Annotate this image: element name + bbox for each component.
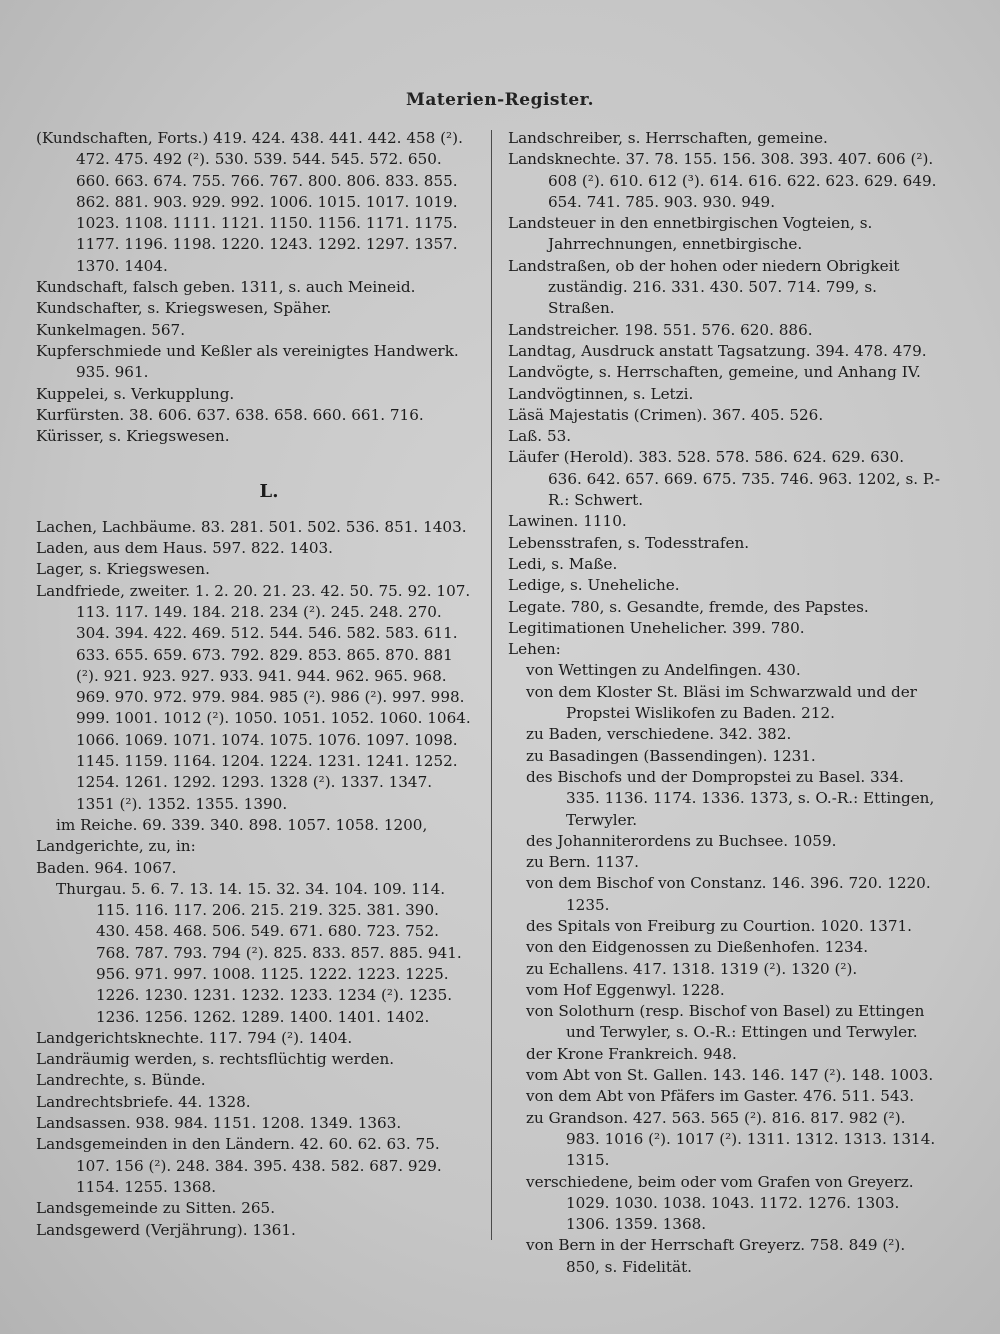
index-subentry: von dem Abt von Pfäfers im Gaster. 476. 511. 543. (526, 1087, 915, 1106)
index-entry: Landräumig werden, s. rechtsflüchtig werden. (36, 1050, 395, 1069)
index-entry: Landsgemeinde zu Sitten. 265. (36, 1199, 276, 1218)
index-entry: Legitimationen Unehelicher. 399. 780. (508, 618, 805, 637)
index-subentry: Baden. 964. 1067. (36, 858, 177, 877)
index-subentry: von dem Bischof von Constanz. 146. 396. 720. 1220. 1235. (526, 874, 931, 914)
right-column (508, 128, 940, 1278)
index-entry: Landstraßen, ob der hohen oder niedern Obrigkeit zuständig. 216. 331. 430. 507. 714. 799, s. Straßen. (508, 256, 900, 318)
index-subentry: zu Basadingen (Bassendingen). 1231. (526, 746, 816, 765)
index-entry: Landsgewerd (Verjährung). 1361. (36, 1220, 296, 1239)
index-entry: Legate. 780, s. Gesandte, fremde, des Papstes. (508, 597, 869, 616)
index-entry: Kürisser, s. Kriegswesen. (36, 427, 230, 446)
index-entry: Laß. 53. (508, 427, 572, 446)
index-entry: Laden, aus dem Haus. 597. 822. 1403. (36, 539, 333, 558)
page-header: Materien-Register. (406, 90, 594, 110)
index-entry: Ledi, s. Maße. (508, 554, 618, 573)
index-entry: Läsä Majestatis (Crimen). 367. 405. 526. (508, 405, 824, 424)
index-entry: Landschreiber, s. Herrschaften, gemeine. (508, 129, 828, 147)
index-entry: Kupferschmiede und Keßler als vereinigtes Handwerk. 935. 961. (36, 341, 459, 382)
index-subentry: von den Eidgenossen zu Dießenhofen. 1234. (526, 938, 869, 957)
index-entry: Lager, s. Kriegswesen. (36, 560, 210, 579)
index-subentry: im Reiche. 69. 339. 340. 898. 1057. 1058. 1200, (56, 815, 428, 834)
index-subentry: zu Baden, verschiedene. 342. 382. (526, 725, 792, 744)
column-divider (491, 130, 492, 1240)
index-subentry: des Bischofs und der Dompropstei zu Basel. 334. 335. 1136. 1174. 1336. 1373, s. O.-R.: Ettingen, Terwyler. (526, 767, 935, 829)
index-subentry: von dem Kloster St. Bläsi im Schwarzwald und der Propstei Wislikofen zu Baden. 212. (526, 682, 917, 723)
index-subentry: zu Grandson. 427. 563. 565 (²). 816. 817. 982 (²). 983. 1016 (²). 1017 (²). 1311. 1312. 1313. 1314. 1315. (526, 1108, 936, 1170)
index-subentry: von Bern in der Herrschaft Greyerz. 758. 849 (²). 850, s. Fidelität. (526, 1236, 906, 1276)
index-entry: Landsteuer in den ennetbirgischen Vogteien, s. Jahrrechnungen, ennetbirgische. (508, 214, 873, 254)
index-entry: Landvögtinnen, s. Letzi. (508, 384, 694, 403)
index-subentry: verschiedene, beim oder vom Grafen von Greyerz. 1029. 1030. 1038. 1043. 1172. 1276. 1303. 1306. 1359. 1368. (526, 1172, 914, 1234)
index-entry: Landfriede, zweiter. 1. 2. 20. 21. 23. 42. 50. 75. 92. 107. 113. 117. 149. 184. 218. 234 (²). 245. 248. 270. 304. 394. 422. 469. 512. 544. 546. 582. 583. 611. 633. 655. 659. 673. 792. 829. 853. 865. 870. 881 (²). 921. 923. 927. 933. 941. 944. 962. 965. 968. 969. 970. 972. 979. 984. 985 (²). 986 (²). 997. 998. 999. 1001. 1012 (²). 1050. 1051. 1052. 1060. 1064. 1066. 1069. 1071. 1074. 1075. 1076. 1097. 1098. 1145. 1159. 1164. 1204. 1224. 1231. 1241. 1252. 1254. 1261. 1292. 1293. 1328 (²). 1337. 1347. 1351 (²). 1352. 1355. 1390. (36, 581, 471, 813)
index-entry: Kurfürsten. 38. 606. 637. 638. 658. 660. 661. 716. (36, 405, 424, 424)
index-entry: Lawinen. 1110. (508, 512, 627, 531)
index-entry: Landgerichtsknechte. 117. 794 (²). 1404. (36, 1028, 353, 1047)
section-letter: L. (259, 481, 279, 503)
index-entry: Landrechtsbriefe. 44. 1328. (36, 1092, 251, 1111)
index-entry: Landrechte, s. Bünde. (36, 1071, 206, 1090)
index-entry: (Kundschaften, Forts.) 419. 424. 438. 441. 442. 458 (²). 472. 475. 492 (²). 530. 539. 544. 545. 572. 650. 660. 663. 674. 755. 766. 767. 800. 806. 833. 855. 862. 881. 903. 929. 992. 1006. 1015. 1017. 1019. 1023. 1108. 1111. 1121. 1150. 1156. 1171. 1175. 1177. 1196. 1198. 1220. 1243. 1292. 1297. 1357. 1370. 1404. (36, 129, 463, 275)
index-entry: Kundschaft, falsch geben. 1311, s. auch Meineid. (36, 278, 416, 297)
index-subentry: des Johanniterordens zu Buchsee. 1059. (526, 831, 837, 850)
index-entry: Ledige, s. Uneheliche. (508, 576, 680, 595)
index-subentry: des Spitals von Freiburg zu Courtion. 1020. 1371. (526, 916, 912, 935)
index-entry: Landsknechte. 37. 78. 155. 156. 308. 393. 407. 606 (²). 608 (²). 610. 612 (³). 614. 616. 622. 623. 629. 649. 654. 741. 785. 903. 930. 949. (508, 150, 937, 211)
index-entry: Läufer (Herold). 383. 528. 578. 586. 624. 629. 630. 636. 642. 657. 669. 675. 735. 746. 963. 1202, s. P.-R.: Schwert. (508, 448, 941, 510)
index-entry: Landtag, Ausdruck anstatt Tagsatzung. 394. 478. 479. (508, 341, 927, 360)
index-subentry: zu Echallens. 417. 1318. 1319 (²). 1320 (²). (526, 959, 858, 978)
index-subentry: der Krone Frankreich. 948. (526, 1044, 737, 1063)
index-subentry: vom Abt von St. Gallen. 143. 146. 147 (²). 148. 1003. (526, 1066, 934, 1085)
index-subentry: Thurgau. 5. 6. 7. 13. 14. 15. 32. 34. 104. 109. 114. 115. 116. 117. 206. 215. 219. 325. 381. 390. 430. 458. 468. 506. 549. 671. 680. 723. 752. 768. 787. 793. 794 (²). 825. 833. 857. 885. 941. 956. 971. 997. 1008. 1125. 1222. 1223. 1225. 1226. 1230. 1231. 1232. 1233. 1234 (²). 1235. 1236. 1256. 1262. 1289. 1400. 1401. 1402. (56, 879, 462, 1026)
index-entry: Landgerichte, zu, in: (36, 837, 196, 856)
index-entry: Lebensstrafen, s. Todesstrafen. (508, 533, 750, 552)
index-entry: Landsgemeinden in den Ländern. 42. 60. 62. 63. 75. 107. 156 (²). 248. 384. 395. 438. 582. 687. 929. 1154. 1255. 1368. (36, 1135, 442, 1196)
index-subentry: zu Bern. 1137. (526, 853, 639, 872)
left-column (36, 128, 474, 1241)
index-subentry: von Solothurn (resp. Bischof von Basel) zu Ettingen und Terwyler, s. O.-R.: Ettingen und Terwyler. (526, 1002, 925, 1042)
index-entry: Kuppelei, s. Verkupplung. (36, 384, 235, 403)
index-subentry: von Wettingen zu Andelfingen. 430. (526, 661, 801, 680)
index-entry: Landsassen. 938. 984. 1151. 1208. 1349. 1363. (36, 1114, 402, 1133)
index-entry: Kunkelmagen. 567. (36, 320, 186, 339)
index-subentry: vom Hof Eggenwyl. 1228. (526, 980, 725, 999)
index-entry: Landvögte, s. Herrschaften, gemeine, und Anhang IV. (508, 363, 921, 382)
index-entry: Landstreicher. 198. 551. 576. 620. 886. (508, 320, 813, 339)
index-entry: Lachen, Lachbäume. 83. 281. 501. 502. 536. 851. 1403. (36, 517, 467, 536)
index-entry: Kundschafter, s. Kriegswesen, Späher. (36, 299, 332, 318)
index-entry: Lehen: (508, 640, 561, 659)
